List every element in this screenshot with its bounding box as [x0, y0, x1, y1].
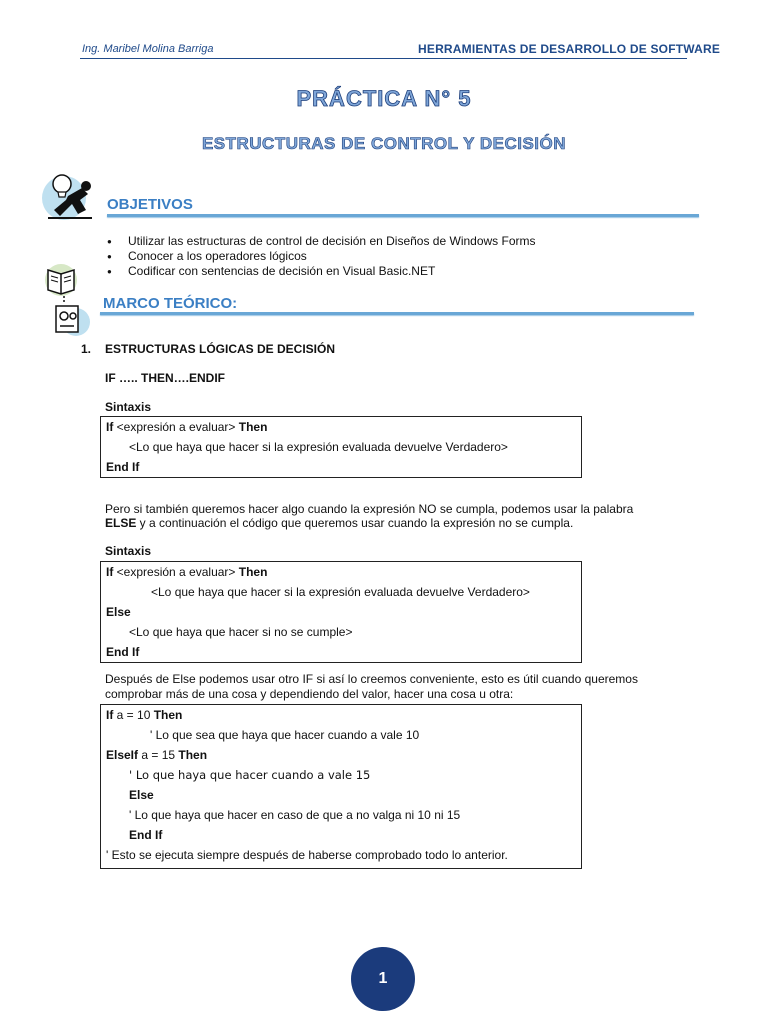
objetivo-item: ● Utilizar las estructuras de control de decisión en Diseños de Windows Forms	[104, 234, 536, 249]
keyword-then: Then	[238, 420, 268, 434]
code-line	[106, 748, 207, 762]
section-number: 1.	[81, 342, 92, 356]
paragraph-text: y a continuación el código que queremos usar cuando la expresión no se cumpla.	[136, 516, 574, 530]
code-line	[106, 420, 267, 434]
syntax-box-if-else	[100, 561, 582, 663]
code-expression: <expresión a evaluar>	[113, 420, 239, 434]
lightbulb-runner-icon	[42, 170, 102, 226]
marco-teorico-heading: MARCO TEÓRICO:	[103, 295, 238, 312]
page-subtitle: ESTRUCTURAS DE CONTROL Y DECISIÓN	[201, 134, 567, 153]
keyword-elseif: ElseIf	[106, 748, 139, 762]
code-line	[106, 565, 267, 579]
keyword-if: If	[106, 420, 114, 434]
keyword-then: Then	[238, 565, 268, 579]
syntax-label: Sintaxis	[105, 400, 152, 414]
code-comment: ' Lo que haya que hacer cuando a vale 15	[129, 768, 371, 782]
header-author: Ing. Maribel Molina Barriga	[82, 43, 214, 55]
code-comment: ' Lo que sea que haya que hacer cuando a vale 10	[150, 728, 420, 742]
keyword-if: If	[106, 565, 114, 579]
paragraph-else-2	[105, 516, 705, 531]
objetivos-list	[104, 234, 536, 279]
keyword-end-if: End If	[129, 828, 163, 842]
objetivo-item: ● Conocer a los operadores lógicos	[104, 249, 536, 264]
objetivo-item: ● Codificar con sentencias de decisión en Visual Basic.NET	[104, 264, 536, 279]
keyword-else: Else	[129, 788, 154, 802]
keyword-else: Else	[106, 605, 131, 619]
objetivos-heading: OBJETIVOS	[107, 196, 193, 213]
paragraph-else-1: Pero si también queremos hacer algo cuando la expresión NO se cumpla, podemos usar la palabra	[105, 502, 634, 516]
paragraph-elseif-1: Después de Else podemos usar otro IF si así lo creemos conveniente, esto es útil cuando queremos	[105, 672, 638, 686]
code-condition: a = 15	[138, 748, 179, 762]
code-line: <Lo que haya que hacer si no se cumple>	[129, 625, 353, 639]
marco-underline	[100, 312, 694, 315]
example-code-box	[100, 704, 582, 869]
code-line	[106, 708, 182, 722]
code-comment: ' Esto se ejecuta siempre después de haberse comprobado todo lo anterior.	[106, 848, 508, 862]
structure-name: IF ….. THEN….ENDIF	[105, 371, 225, 385]
keyword-else: ELSE	[105, 516, 137, 530]
header-course-title: HERRAMIENTAS DE DESARROLLO DE SOFTWARE	[418, 42, 721, 56]
keyword-then: Then	[178, 748, 208, 762]
code-comment: ' Lo que haya que hacer en caso de que a no valga ni 10 ni 15	[129, 808, 461, 822]
paragraph-elseif-2: comprobar más de una cosa y dependiendo del valor, hacer una cosa u otra:	[105, 687, 514, 701]
book-projector-icon	[44, 262, 94, 338]
keyword-end-if: End If	[106, 460, 140, 474]
syntax-box-if	[100, 416, 582, 478]
keyword-if: If	[106, 708, 114, 722]
code-condition: a = 10	[113, 708, 154, 722]
page-title: PRÁCTICA N° 5	[296, 86, 472, 111]
objetivos-underline	[107, 214, 699, 217]
syntax-label: Sintaxis	[105, 544, 152, 558]
keyword-then: Then	[153, 708, 183, 722]
code-line: <Lo que haya que hacer si la expresión evaluada devuelve Verdadero>	[151, 585, 530, 599]
section-title: ESTRUCTURAS LÓGICAS DE DECISIÓN	[105, 342, 336, 356]
code-line: <Lo que haya que hacer si la expresión evaluada devuelve Verdadero>	[129, 440, 508, 454]
code-expression: <expresión a evaluar>	[113, 565, 239, 579]
keyword-end-if: End If	[106, 645, 140, 659]
header-divider	[80, 58, 687, 59]
page-number: 1	[351, 947, 415, 1011]
